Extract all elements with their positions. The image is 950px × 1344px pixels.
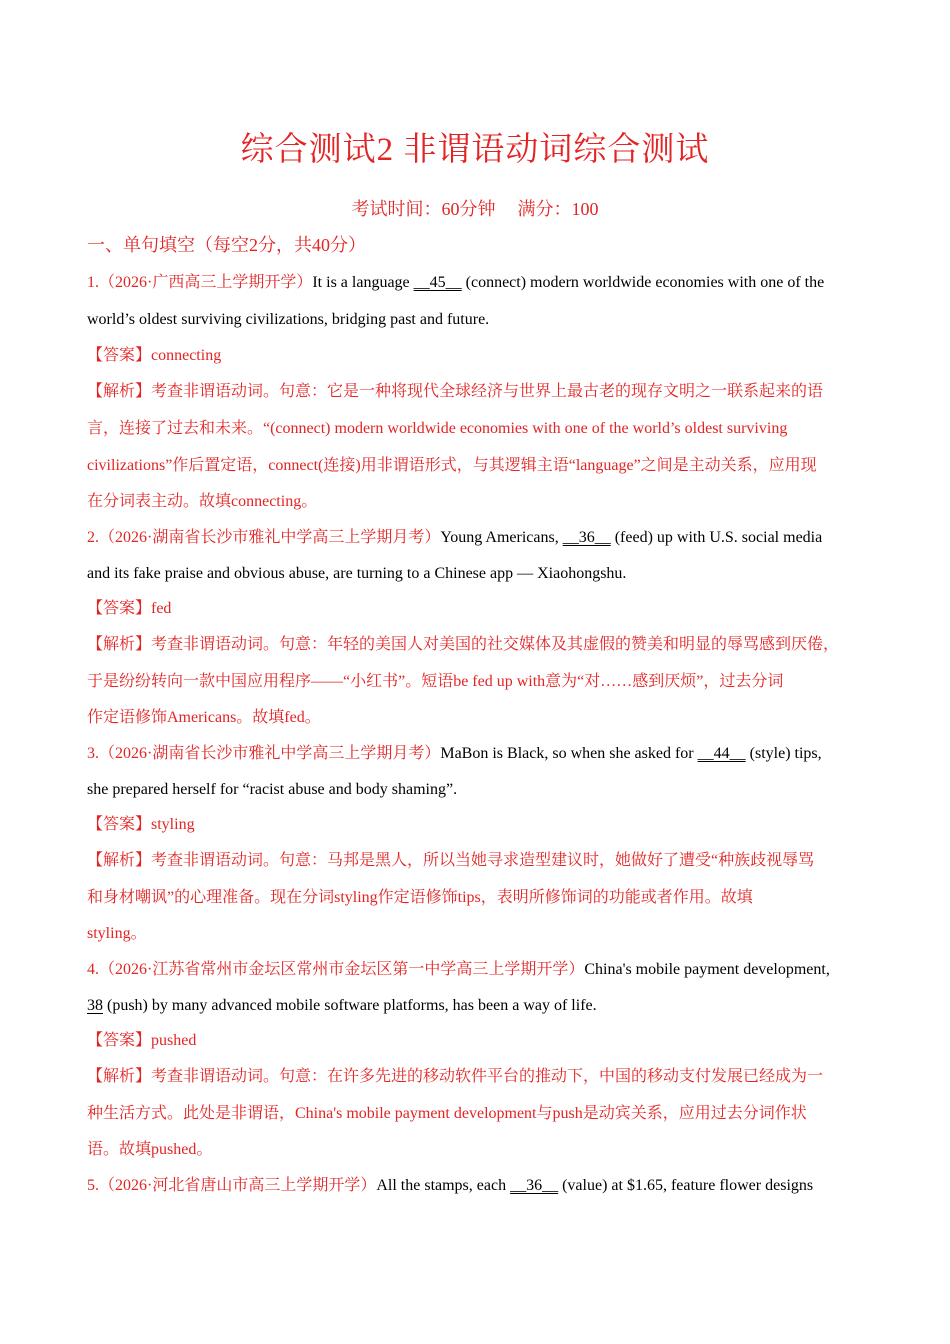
answer-line: 【答案】connecting <box>87 347 222 364</box>
question-line: and its fake praise and obvious abuse, are turning to a Chinese app — Xiaohongshu. <box>87 565 627 582</box>
answer-blank: __45__ <box>413 274 462 291</box>
question-text: All the stamps, each <box>376 1177 511 1194</box>
answer-line: 【答案】pushed <box>87 1032 197 1049</box>
answer-line: 【答案】fed <box>87 600 172 617</box>
full-score: 满分：100 <box>517 199 599 219</box>
analysis-line: 【解析】考查非谓语动词。句意：它是一种将现代全球经济与世界上最古老的现存文明之一联系起来的语 <box>87 383 824 400</box>
answer-line: 【答案】styling <box>87 816 195 833</box>
exam-time: 考试时间：60分钟 <box>351 199 496 219</box>
question-line <box>87 264 867 301</box>
exam-meta <box>0 196 950 222</box>
analysis-line: 【解析】考查非谓语动词。句意：马邦是黑人，所以当她寻求造型建议时，她做好了遭受“种族歧视辱骂 <box>87 852 815 869</box>
answer-blank: __36__ <box>562 529 611 546</box>
question-text: Young Americans, <box>440 529 563 546</box>
question-line: she prepared herself for “racist abuse and body shaming”. <box>87 781 458 798</box>
analysis-line: 在分词表主动。故填connecting。 <box>87 493 318 510</box>
analysis-line: 于是纷纷转向一款中国应用程序——“小红书”。短语be fed up with意为“对……感到厌烦”，过去分词 <box>87 673 784 690</box>
question-text: MaBon is Black, so when she asked for <box>440 745 698 762</box>
answer-blank: __44__ <box>697 745 746 762</box>
analysis-line: styling。 <box>87 925 147 942</box>
question-line <box>87 735 867 772</box>
analysis-line: 【解析】考查非谓语动词。句意：在许多先进的移动软件平台的推动下，中国的移动支付发展已经成为一 <box>87 1068 824 1085</box>
page-title: 综合测试2 非谓语动词综合测试 <box>240 132 710 168</box>
question-line <box>87 988 867 1023</box>
question-source: 2.（2026·湖南省长沙市雅礼中学高三上学期月考） <box>87 529 441 546</box>
analysis-line: civilizations”作后置定语，connect(连接)用非谓语形式，与其逻辑主语“language”之间是主动关系，应用现 <box>87 457 817 474</box>
question-line: world’s oldest surviving civilizations, bridging past and future. <box>87 311 490 328</box>
question-text: China's mobile payment development, <box>584 961 830 978</box>
question-text: (connect) modern worldwide economies with one of the <box>461 274 825 291</box>
question-source: 4.（2026·江苏省常州市金坛区常州市金坛区第一中学高三上学期开学） <box>87 961 585 978</box>
question-text: (feed) up with U.S. social media <box>610 529 823 546</box>
question-line <box>87 519 867 556</box>
answer-blank: 38 <box>87 997 103 1014</box>
analysis-line: 语。故填pushed。 <box>87 1141 213 1158</box>
question-line <box>87 951 867 988</box>
section-header: 一、单句填空（每空2分，共40分） <box>87 235 366 255</box>
analysis-line: 【解析】考查非谓语动词。句意：年轻的美国人对美国的社交媒体及其虚假的赞美和明显的辱骂感到厌倦， <box>87 636 840 653</box>
question-source: 1.（2026·广西高三上学期开学） <box>87 274 313 291</box>
analysis-line: 种生活方式。此处是非谓语，China's mobile payment development与push是动宾关系，应用过去分词作状 <box>87 1105 807 1122</box>
answer-blank: __36__ <box>510 1177 559 1194</box>
question-text: (style) tips, <box>745 745 822 762</box>
analysis-line: 作定语修饰Americans。故填fed。 <box>87 709 321 726</box>
analysis-line: 和身材嘲讽”的心理准备。现在分词styling作定语修饰tips，表明所修饰词的功能或者作用。故填 <box>87 889 753 906</box>
analysis-line: 言，连接了过去和未来。“(connect) modern worldwide economies with one of the world’s oldest surviving <box>87 420 788 437</box>
questions <box>87 264 867 1204</box>
question-source: 5.（2026·河北省唐山市高三上学期开学） <box>87 1177 377 1194</box>
question-text: (push) by many advanced mobile software platforms, has been a way of life. <box>103 997 597 1014</box>
question-source: 3.（2026·湖南省长沙市雅礼中学高三上学期月考） <box>87 745 441 762</box>
question-line <box>87 1167 867 1204</box>
question-text: (value) at $1.65, feature flower designs <box>558 1177 814 1194</box>
question-text: It is a language <box>312 274 414 291</box>
